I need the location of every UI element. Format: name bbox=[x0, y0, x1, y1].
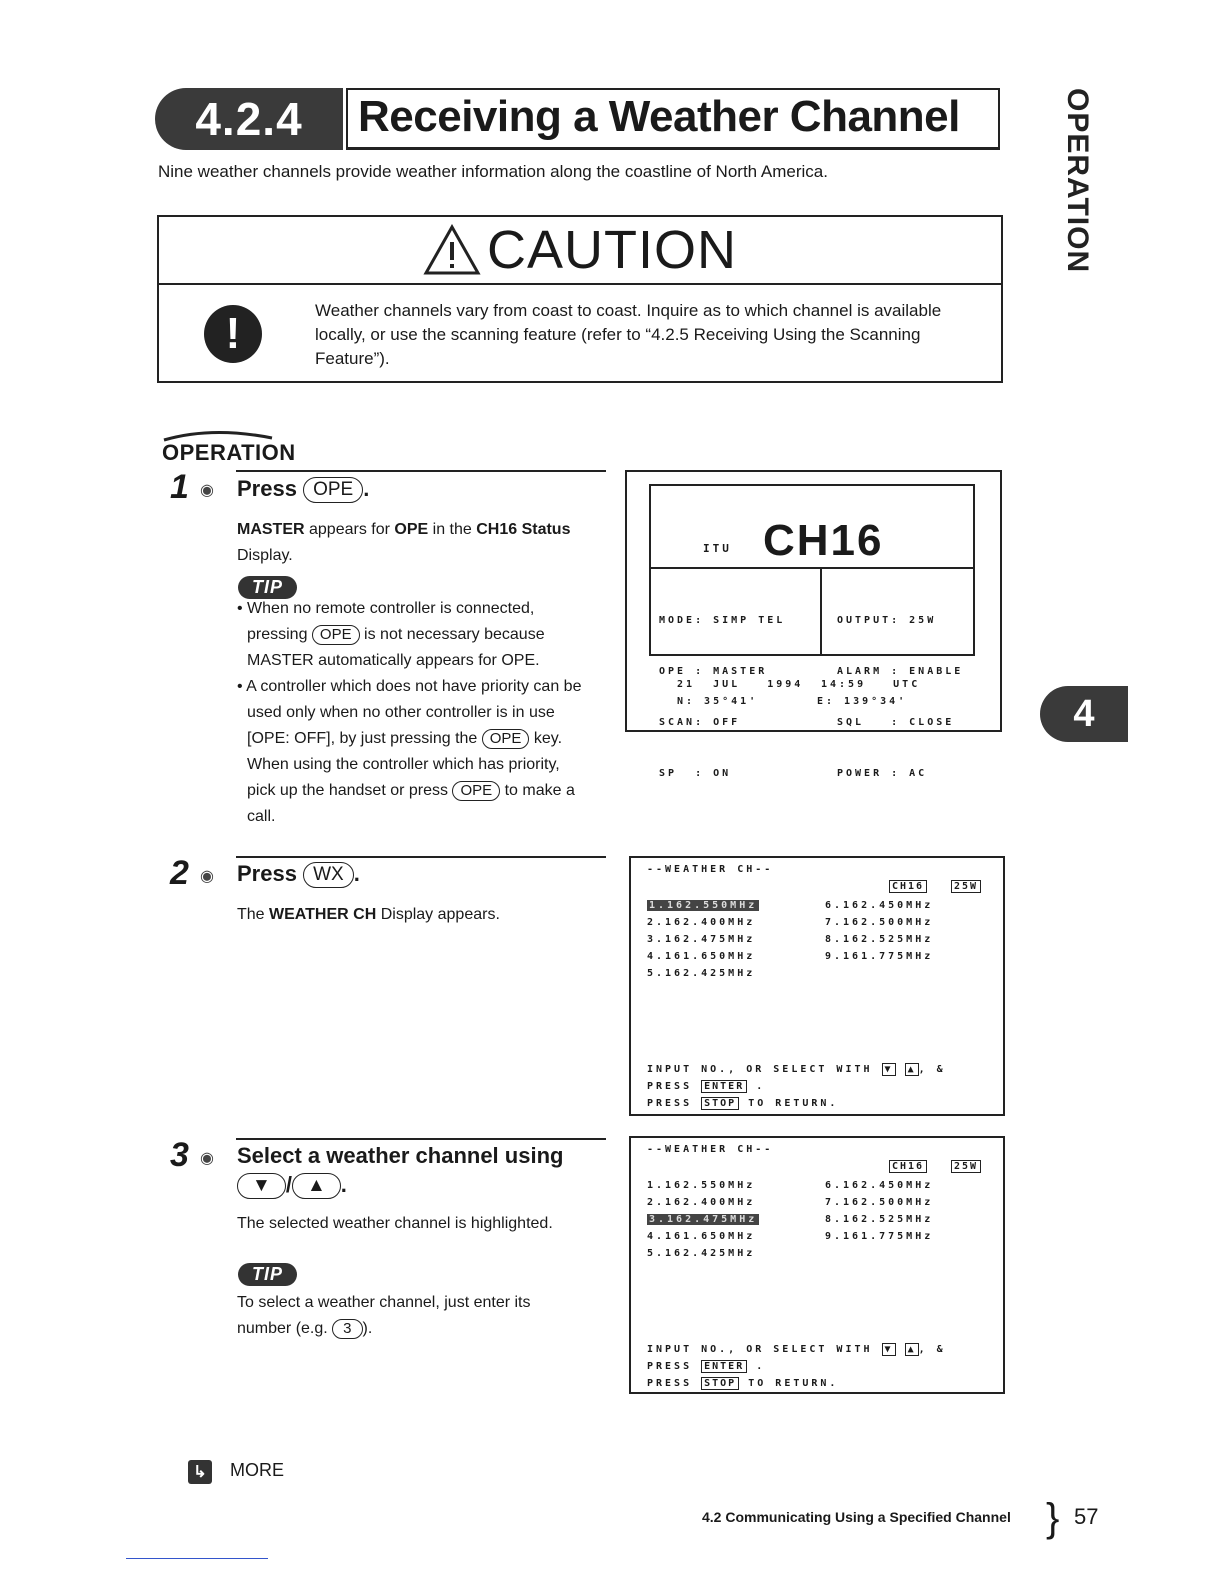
weather-ch-display-step2 bbox=[629, 856, 1005, 1116]
tip-line: • When no remote controller is connected, bbox=[237, 600, 535, 617]
footer-link-line bbox=[126, 1558, 268, 1559]
channel-7-item: 7.162.500MHz bbox=[825, 1197, 934, 1208]
step-3-body: The selected weather channel is highlighted. bbox=[237, 1215, 553, 1232]
press-label: PRESS bbox=[647, 1361, 702, 1372]
channel-1-item: 1.162.550MHz bbox=[647, 1180, 756, 1191]
warning-triangle-icon bbox=[423, 224, 481, 276]
operation-label: OPERATION bbox=[162, 440, 296, 465]
stop-key-icon: STOP bbox=[701, 1377, 739, 1390]
step-2-press: Press bbox=[237, 861, 297, 886]
instruction-line-2: PRESS ENTER . bbox=[647, 1081, 766, 1092]
body-ch16: CH16 Status bbox=[476, 521, 571, 538]
status-longitude: E: 139°34' bbox=[817, 696, 908, 707]
tip-line: • A controller which does not have priority can be bbox=[237, 678, 582, 695]
instruction-line-3 bbox=[647, 1098, 838, 1109]
step-2-body: The WEATHER CH Display appears. bbox=[237, 906, 500, 923]
channel-7-item: 7.162.500MHz bbox=[825, 917, 934, 928]
caution-text: Weather channels vary from coast to coast. Inquire as to which channel is available locally, or use the scanning feature (refer to “4.2.5 Receiving Using the Scanning Feature”). bbox=[315, 301, 942, 368]
tip-line: [OPE: OFF], by just pressing the OPE key. bbox=[247, 729, 563, 747]
ope-key: OPE bbox=[452, 781, 500, 801]
ope-key: OPE bbox=[482, 729, 530, 749]
tip-line: When using the controller which has priority, bbox=[247, 756, 560, 773]
enter-key-icon: ENTER bbox=[701, 1080, 747, 1093]
status-alarm: ALARM : ENABLE bbox=[837, 666, 964, 677]
return-label: TO RETURN. bbox=[739, 1378, 839, 1389]
up-key-icon: ▲ bbox=[905, 1343, 919, 1356]
channel-6-item: 6.162.450MHz bbox=[825, 900, 934, 911]
instruction-line-3 bbox=[647, 1378, 838, 1389]
status-power: POWER : AC bbox=[837, 768, 928, 779]
weather-title: --WEATHER CH-- bbox=[647, 864, 774, 875]
weather-ch-display-step3 bbox=[629, 1136, 1005, 1394]
instruction-line-2: PRESS ENTER . bbox=[647, 1361, 766, 1372]
weather-ch-bold: WEATHER CH bbox=[269, 906, 377, 923]
caution-heading-text: CAUTION bbox=[487, 220, 737, 280]
channel-2-item: 2.162.400MHz bbox=[647, 917, 756, 928]
status-latitude: N: 35°41' bbox=[677, 696, 759, 707]
power-box: 25W bbox=[951, 880, 981, 893]
step-3-number: 3 bbox=[170, 1136, 189, 1174]
status-ope: OPE : MASTER bbox=[659, 666, 768, 677]
enter-key-icon: ENTER bbox=[701, 1360, 747, 1373]
step-2-heading: Press WX . bbox=[237, 861, 360, 888]
step-3-tip-badge bbox=[238, 1263, 297, 1286]
instruction-text: INPUT NO., OR SELECT WITH bbox=[647, 1344, 873, 1355]
step-3-heading: Select a weather channel using bbox=[237, 1143, 564, 1168]
instruction-text: INPUT NO., OR SELECT WITH bbox=[647, 1064, 873, 1075]
section-title: Receiving a Weather Channel bbox=[358, 92, 960, 141]
ch16-status-display bbox=[625, 470, 1002, 779]
tip-label: TIP bbox=[238, 576, 297, 599]
step-3-tip-text bbox=[237, 1290, 531, 1342]
intro-text: Nine weather channels provide weather information along the coastline of North America. bbox=[158, 162, 828, 181]
channel-2-item: 2.162.400MHz bbox=[647, 1197, 756, 1208]
tip-line: MASTER automatically appears for OPE. bbox=[247, 652, 540, 669]
stop-key-icon: STOP bbox=[701, 1097, 739, 1110]
channel-5-item: 5.162.425MHz bbox=[647, 968, 756, 979]
itu-label: ITU bbox=[703, 542, 732, 555]
down-key-icon: ▼ bbox=[882, 1343, 896, 1356]
status-date: 21 JUL 1994 bbox=[677, 679, 804, 690]
press-label: PRESS bbox=[647, 1098, 702, 1109]
ch16-box: CH16 bbox=[889, 1160, 927, 1173]
body-master: MASTER bbox=[237, 521, 305, 538]
channel-3-item: 3.162.475MHz bbox=[647, 934, 756, 945]
tip-line: number (e.g. 3 ). bbox=[237, 1319, 373, 1337]
tip-line: pick up the handset or press OPE to make a bbox=[247, 781, 575, 799]
step-3-rule bbox=[236, 1138, 606, 1140]
down-key: ▼ bbox=[237, 1173, 286, 1199]
step-1-heading: Press OPE . bbox=[237, 476, 369, 503]
up-key: ▲ bbox=[292, 1173, 341, 1199]
channel-8-item: 8.162.525MHz bbox=[825, 1214, 934, 1225]
ch16-box: CH16 bbox=[889, 880, 927, 893]
channel-8-item: 8.162.525MHz bbox=[825, 934, 934, 945]
step-2-rule bbox=[236, 856, 606, 858]
caution-heading bbox=[159, 217, 1001, 285]
channel-5-item: 5.162.425MHz bbox=[647, 1248, 756, 1259]
status-vdivider bbox=[820, 567, 822, 656]
ope-key: OPE bbox=[312, 625, 360, 645]
step-1-number: 1 bbox=[170, 468, 189, 506]
tip-label: TIP bbox=[238, 1263, 297, 1286]
status-sql: SQL : CLOSE bbox=[837, 717, 955, 728]
step-3-keys: ▼ / ▲ . bbox=[237, 1172, 347, 1199]
more-label: MORE bbox=[230, 1460, 284, 1480]
tip-line: call. bbox=[247, 808, 276, 825]
channel-number: CH16 bbox=[763, 516, 884, 565]
page-number: 57 bbox=[1074, 1504, 1099, 1529]
step-1-tip-text bbox=[237, 596, 607, 830]
instruction-text: , & bbox=[918, 1344, 946, 1355]
power-box: 25W bbox=[951, 1160, 981, 1173]
channel-3-item: 3.162.475MHz bbox=[649, 1214, 758, 1225]
exclamation-icon: ! bbox=[204, 305, 262, 363]
status-divider bbox=[649, 567, 975, 569]
instruction-text: , & bbox=[918, 1064, 946, 1075]
body-frag: appears for bbox=[304, 521, 395, 538]
section-number-badge: 4.2.4 bbox=[155, 88, 343, 150]
channel-6-item: 6.162.450MHz bbox=[825, 1180, 934, 1191]
instruction-line-1 bbox=[647, 1064, 946, 1075]
footer-chapter-title: 4.2 Communicating Using a Specified Channel bbox=[702, 1509, 1011, 1525]
step-1-press: Press bbox=[237, 476, 297, 501]
tip-line: To select a weather channel, just enter its bbox=[237, 1294, 531, 1311]
step-bullet-icon: ◉ bbox=[200, 482, 214, 499]
down-key-icon: ▼ bbox=[882, 1063, 896, 1076]
status-mode: MODE: SIMP TEL bbox=[659, 615, 786, 626]
body-frag: Display. bbox=[237, 547, 293, 564]
press-label: PRESS bbox=[647, 1081, 702, 1092]
channel-4-item: 4.161.650MHz bbox=[647, 1231, 756, 1242]
return-label: TO RETURN. bbox=[739, 1098, 839, 1109]
step-2-number: 2 bbox=[170, 854, 189, 892]
step-bullet-icon: ◉ bbox=[200, 1150, 214, 1167]
chapter-tab: 4 bbox=[1040, 686, 1128, 742]
tip-line: used only when no other controller is in use bbox=[247, 704, 555, 721]
tip-line: pressing OPE is not necessary because bbox=[247, 625, 545, 643]
step-1-rule bbox=[236, 470, 606, 472]
weather-title: --WEATHER CH-- bbox=[647, 1144, 774, 1155]
channel-9-item: 9.161.775MHz bbox=[825, 1231, 934, 1242]
ope-key: OPE bbox=[303, 477, 363, 503]
side-tab-operation: OPERATION bbox=[1061, 88, 1094, 274]
more-arrow-icon: ↳ bbox=[188, 1460, 212, 1484]
up-key-icon: ▲ bbox=[905, 1063, 919, 1076]
wx-key: WX bbox=[303, 862, 354, 888]
step-bullet-icon: ◉ bbox=[200, 868, 214, 885]
three-key: 3 bbox=[332, 1319, 362, 1339]
body-ope: OPE bbox=[394, 521, 429, 538]
status-output: OUTPUT: 25W bbox=[837, 615, 937, 626]
channel-4-item: 4.161.650MHz bbox=[647, 951, 756, 962]
status-sp: SP : ON bbox=[659, 768, 732, 779]
press-label: PRESS bbox=[647, 1378, 702, 1389]
footer-brace-icon: } bbox=[1046, 1496, 1060, 1540]
channel-9-item: 9.161.775MHz bbox=[825, 951, 934, 962]
instruction-line-1 bbox=[647, 1344, 946, 1355]
status-time: 14:59 UTC bbox=[821, 679, 921, 690]
channel-1-item: 1.162.550MHz bbox=[649, 900, 758, 911]
body-frag: in the bbox=[428, 521, 477, 538]
status-scan: SCAN: OFF bbox=[659, 717, 741, 728]
step-1-body bbox=[237, 517, 607, 569]
